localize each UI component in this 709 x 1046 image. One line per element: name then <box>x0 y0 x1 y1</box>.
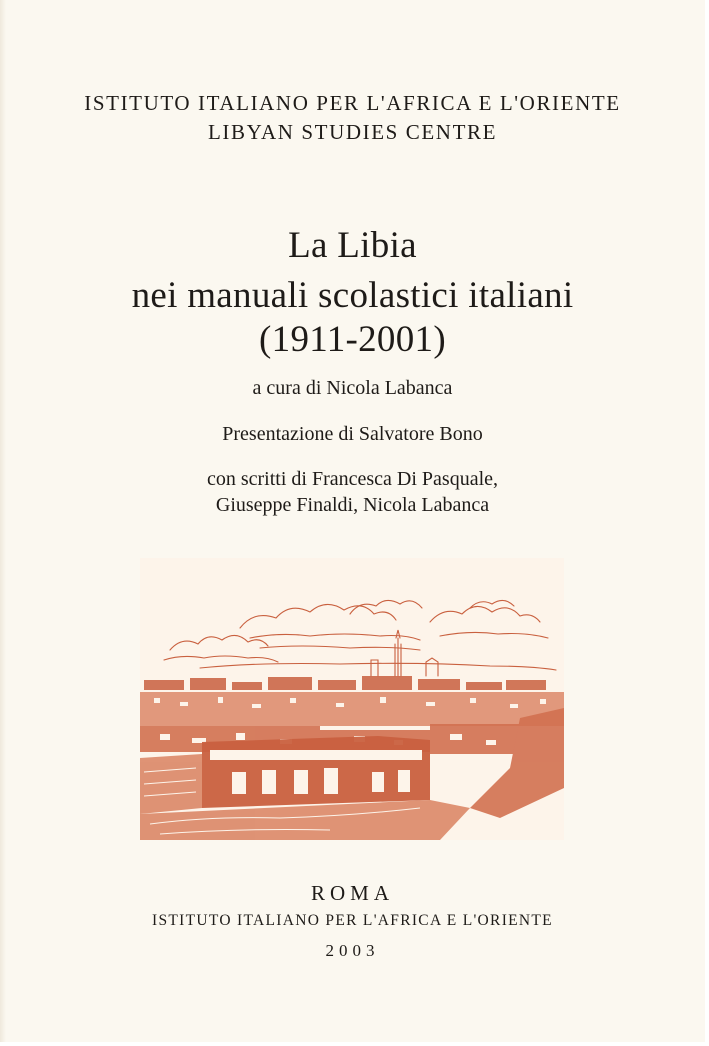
title-line-1: La Libia <box>288 225 417 266</box>
title-line-3: (1911-2001) <box>259 319 446 360</box>
publication-year: 2003 <box>325 941 380 960</box>
contributors-line-2: Giuseppe Finaldi, Nicola Labanca <box>215 494 490 516</box>
publisher-imprint: ISTITUTO ITALIANO PER L'AFRICA E L'ORIENTE <box>152 912 553 929</box>
centre-name: LIBYAN STUDIES CENTRE <box>207 120 498 144</box>
contributors-line-1: con scritti di Francesca Di Pasquale, <box>206 468 499 490</box>
editor-credit: a cura di Nicola Labanca <box>252 377 453 399</box>
city-illustration <box>140 558 564 840</box>
title-line-2: nei manuali scolastici italiani <box>131 275 574 316</box>
publication-city: ROMA <box>310 881 394 905</box>
presentation-credit: Presentazione di Salvatore Bono <box>222 423 483 445</box>
city-engraving <box>140 558 564 840</box>
publisher-name: ISTITUTO ITALIANO PER L'AFRICA E L'ORIENTE <box>84 91 621 115</box>
